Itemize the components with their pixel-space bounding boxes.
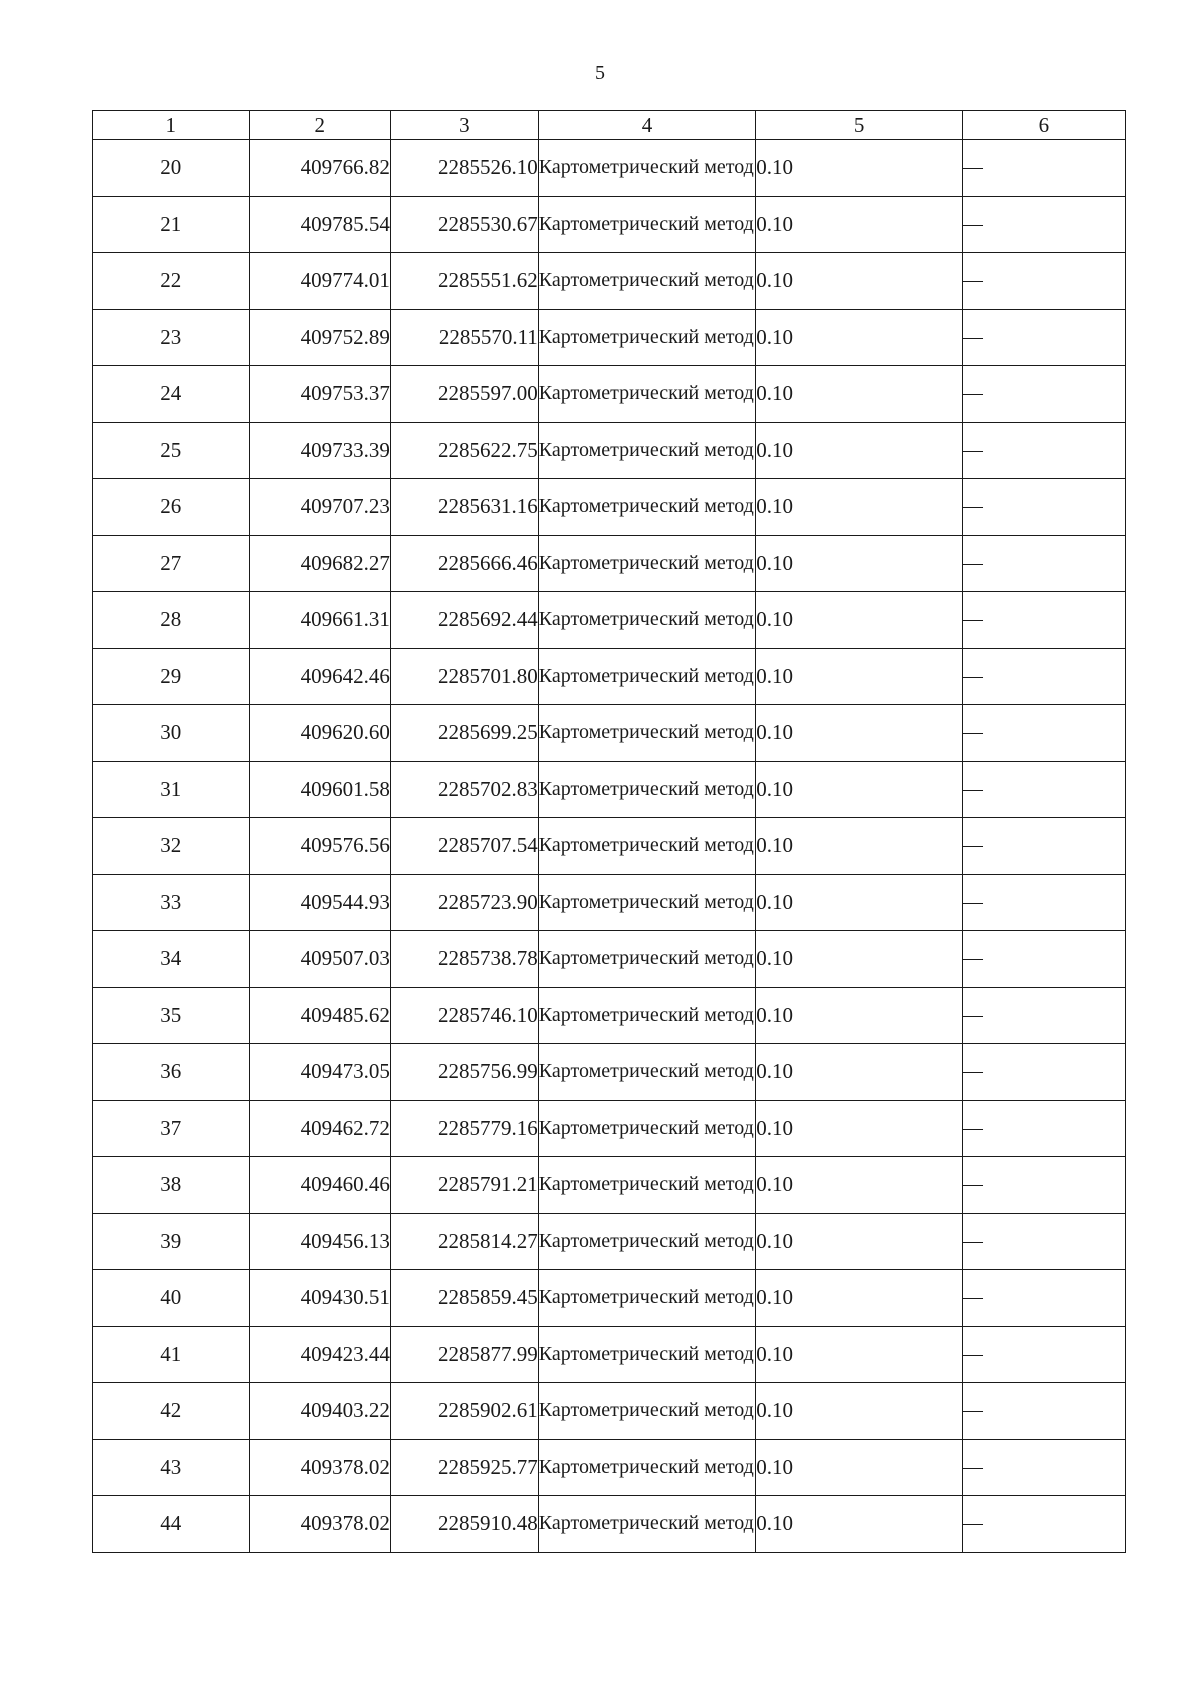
table-row xyxy=(93,196,1126,253)
y-coordinate-cell: 2285910.48 xyxy=(390,1496,538,1553)
accuracy-cell: 0.10 xyxy=(756,874,963,931)
accuracy-cell: 0.10 xyxy=(756,309,963,366)
y-coordinate-cell: 2285723.90 xyxy=(390,874,538,931)
note-cell: — xyxy=(962,253,1125,310)
table-row xyxy=(93,253,1126,310)
note-cell: — xyxy=(962,761,1125,818)
x-coordinate-cell: 409707.23 xyxy=(249,479,390,536)
y-coordinate-cell: 2285702.83 xyxy=(390,761,538,818)
accuracy-cell: 0.10 xyxy=(756,196,963,253)
table-row xyxy=(93,1100,1126,1157)
note-cell: — xyxy=(962,931,1125,988)
method-cell: Картометрический метод xyxy=(538,987,755,1044)
point-number-cell: 37 xyxy=(93,1100,250,1157)
point-number-cell: 25 xyxy=(93,422,250,479)
point-number-cell: 27 xyxy=(93,535,250,592)
note-cell: — xyxy=(962,987,1125,1044)
note-cell: — xyxy=(962,1439,1125,1496)
y-coordinate-cell: 2285530.67 xyxy=(390,196,538,253)
x-coordinate-cell: 409430.51 xyxy=(249,1270,390,1327)
table-row xyxy=(93,1044,1126,1101)
method-cell: Картометрический метод xyxy=(538,1439,755,1496)
y-coordinate-cell: 2285925.77 xyxy=(390,1439,538,1496)
note-cell: — xyxy=(962,1213,1125,1270)
accuracy-cell: 0.10 xyxy=(756,1213,963,1270)
method-cell: Картометрический метод xyxy=(538,309,755,366)
point-number-cell: 30 xyxy=(93,705,250,762)
note-cell: — xyxy=(962,1157,1125,1214)
accuracy-cell: 0.10 xyxy=(756,931,963,988)
accuracy-cell: 0.10 xyxy=(756,592,963,649)
accuracy-cell: 0.10 xyxy=(756,1439,963,1496)
point-number-cell: 41 xyxy=(93,1326,250,1383)
point-number-cell: 43 xyxy=(93,1439,250,1496)
table-row xyxy=(93,1326,1126,1383)
accuracy-cell: 0.10 xyxy=(756,1270,963,1327)
point-number-cell: 42 xyxy=(93,1383,250,1440)
point-number-cell: 33 xyxy=(93,874,250,931)
point-number-cell: 24 xyxy=(93,366,250,423)
point-number-cell: 20 xyxy=(93,140,250,197)
method-cell: Картометрический метод xyxy=(538,1157,755,1214)
accuracy-cell: 0.10 xyxy=(756,366,963,423)
coordinates-table xyxy=(92,110,1126,1553)
method-cell: Картометрический метод xyxy=(538,1270,755,1327)
x-coordinate-cell: 409733.39 xyxy=(249,422,390,479)
table-row xyxy=(93,1439,1126,1496)
note-cell: — xyxy=(962,1383,1125,1440)
y-coordinate-cell: 2285699.25 xyxy=(390,705,538,762)
point-number-cell: 26 xyxy=(93,479,250,536)
point-number-cell: 21 xyxy=(93,196,250,253)
accuracy-cell: 0.10 xyxy=(756,648,963,705)
x-coordinate-cell: 409423.44 xyxy=(249,1326,390,1383)
method-cell: Картометрический метод xyxy=(538,1326,755,1383)
y-coordinate-cell: 2285551.62 xyxy=(390,253,538,310)
x-coordinate-cell: 409753.37 xyxy=(249,366,390,423)
y-coordinate-cell: 2285701.80 xyxy=(390,648,538,705)
note-cell: — xyxy=(962,1044,1125,1101)
x-coordinate-cell: 409601.58 xyxy=(249,761,390,818)
y-coordinate-cell: 2285707.54 xyxy=(390,818,538,875)
method-cell: Картометрический метод xyxy=(538,196,755,253)
x-coordinate-cell: 409507.03 xyxy=(249,931,390,988)
x-coordinate-cell: 409473.05 xyxy=(249,1044,390,1101)
x-coordinate-cell: 409485.62 xyxy=(249,987,390,1044)
note-cell: — xyxy=(962,422,1125,479)
header-col-4: 4 xyxy=(538,111,755,140)
y-coordinate-cell: 2285877.99 xyxy=(390,1326,538,1383)
table-row xyxy=(93,987,1126,1044)
note-cell: — xyxy=(962,705,1125,762)
x-coordinate-cell: 409766.82 xyxy=(249,140,390,197)
accuracy-cell: 0.10 xyxy=(756,140,963,197)
note-cell: — xyxy=(962,1100,1125,1157)
note-cell: — xyxy=(962,1270,1125,1327)
method-cell: Картометрический метод xyxy=(538,592,755,649)
note-cell: — xyxy=(962,309,1125,366)
table-row xyxy=(93,1157,1126,1214)
note-cell: — xyxy=(962,140,1125,197)
method-cell: Картометрический метод xyxy=(538,874,755,931)
y-coordinate-cell: 2285814.27 xyxy=(390,1213,538,1270)
point-number-cell: 29 xyxy=(93,648,250,705)
method-cell: Картометрический метод xyxy=(538,1496,755,1553)
y-coordinate-cell: 2285526.10 xyxy=(390,140,538,197)
x-coordinate-cell: 409661.31 xyxy=(249,592,390,649)
page-number: 5 xyxy=(595,62,605,84)
table-row xyxy=(93,761,1126,818)
point-number-cell: 39 xyxy=(93,1213,250,1270)
note-cell: — xyxy=(962,479,1125,536)
accuracy-cell: 0.10 xyxy=(756,1044,963,1101)
y-coordinate-cell: 2285902.61 xyxy=(390,1383,538,1440)
table-row xyxy=(93,366,1126,423)
point-number-cell: 34 xyxy=(93,931,250,988)
note-cell: — xyxy=(962,874,1125,931)
header-col-2: 2 xyxy=(249,111,390,140)
point-number-cell: 28 xyxy=(93,592,250,649)
method-cell: Картометрический метод xyxy=(538,761,755,818)
method-cell: Картометрический метод xyxy=(538,479,755,536)
point-number-cell: 23 xyxy=(93,309,250,366)
y-coordinate-cell: 2285779.16 xyxy=(390,1100,538,1157)
y-coordinate-cell: 2285570.11 xyxy=(390,309,538,366)
x-coordinate-cell: 409378.02 xyxy=(249,1439,390,1496)
method-cell: Картометрический метод xyxy=(538,648,755,705)
x-coordinate-cell: 409460.46 xyxy=(249,1157,390,1214)
x-coordinate-cell: 409774.01 xyxy=(249,253,390,310)
note-cell: — xyxy=(962,196,1125,253)
table-row xyxy=(93,931,1126,988)
table-row xyxy=(93,818,1126,875)
table-row xyxy=(93,479,1126,536)
accuracy-cell: 0.10 xyxy=(756,1326,963,1383)
table-body xyxy=(93,140,1126,1553)
method-cell: Картометрический метод xyxy=(538,705,755,762)
table-header xyxy=(93,111,1126,140)
note-cell: — xyxy=(962,535,1125,592)
method-cell: Картометрический метод xyxy=(538,1383,755,1440)
table-row xyxy=(93,705,1126,762)
x-coordinate-cell: 409378.02 xyxy=(249,1496,390,1553)
method-cell: Картометрический метод xyxy=(538,1044,755,1101)
accuracy-cell: 0.10 xyxy=(756,1496,963,1553)
accuracy-cell: 0.10 xyxy=(756,535,963,592)
x-coordinate-cell: 409462.72 xyxy=(249,1100,390,1157)
point-number-cell: 35 xyxy=(93,987,250,1044)
accuracy-cell: 0.10 xyxy=(756,422,963,479)
method-cell: Картометрический метод xyxy=(538,1213,755,1270)
y-coordinate-cell: 2285622.75 xyxy=(390,422,538,479)
point-number-cell: 38 xyxy=(93,1157,250,1214)
x-coordinate-cell: 409456.13 xyxy=(249,1213,390,1270)
y-coordinate-cell: 2285666.46 xyxy=(390,535,538,592)
note-cell: — xyxy=(962,1326,1125,1383)
x-coordinate-cell: 409403.22 xyxy=(249,1383,390,1440)
x-coordinate-cell: 409576.56 xyxy=(249,818,390,875)
note-cell: — xyxy=(962,818,1125,875)
note-cell: — xyxy=(962,366,1125,423)
point-number-cell: 31 xyxy=(93,761,250,818)
method-cell: Картометрический метод xyxy=(538,535,755,592)
method-cell: Картометрический метод xyxy=(538,818,755,875)
note-cell: — xyxy=(962,648,1125,705)
x-coordinate-cell: 409785.54 xyxy=(249,196,390,253)
accuracy-cell: 0.10 xyxy=(756,987,963,1044)
table-row xyxy=(93,309,1126,366)
header-col-1: 1 xyxy=(93,111,250,140)
x-coordinate-cell: 409642.46 xyxy=(249,648,390,705)
y-coordinate-cell: 2285631.16 xyxy=(390,479,538,536)
table-row xyxy=(93,592,1126,649)
table-row xyxy=(93,874,1126,931)
table-row xyxy=(93,1213,1126,1270)
table-row xyxy=(93,535,1126,592)
accuracy-cell: 0.10 xyxy=(756,818,963,875)
method-cell: Картометрический метод xyxy=(538,931,755,988)
note-cell: — xyxy=(962,592,1125,649)
y-coordinate-cell: 2285791.21 xyxy=(390,1157,538,1214)
table-row xyxy=(93,1270,1126,1327)
method-cell: Картометрический метод xyxy=(538,140,755,197)
accuracy-cell: 0.10 xyxy=(756,1383,963,1440)
y-coordinate-cell: 2285859.45 xyxy=(390,1270,538,1327)
x-coordinate-cell: 409544.93 xyxy=(249,874,390,931)
table-row xyxy=(93,648,1126,705)
y-coordinate-cell: 2285746.10 xyxy=(390,987,538,1044)
x-coordinate-cell: 409752.89 xyxy=(249,309,390,366)
point-number-cell: 36 xyxy=(93,1044,250,1101)
point-number-cell: 44 xyxy=(93,1496,250,1553)
accuracy-cell: 0.10 xyxy=(756,1157,963,1214)
accuracy-cell: 0.10 xyxy=(756,705,963,762)
method-cell: Картометрический метод xyxy=(538,366,755,423)
header-row xyxy=(93,111,1126,140)
point-number-cell: 22 xyxy=(93,253,250,310)
y-coordinate-cell: 2285756.99 xyxy=(390,1044,538,1101)
y-coordinate-cell: 2285597.00 xyxy=(390,366,538,423)
table-row xyxy=(93,1496,1126,1553)
point-number-cell: 40 xyxy=(93,1270,250,1327)
header-col-6: 6 xyxy=(962,111,1125,140)
table-row xyxy=(93,1383,1126,1440)
x-coordinate-cell: 409682.27 xyxy=(249,535,390,592)
accuracy-cell: 0.10 xyxy=(756,761,963,818)
note-cell: — xyxy=(962,1496,1125,1553)
y-coordinate-cell: 2285692.44 xyxy=(390,592,538,649)
header-col-5: 5 xyxy=(756,111,963,140)
accuracy-cell: 0.10 xyxy=(756,253,963,310)
x-coordinate-cell: 409620.60 xyxy=(249,705,390,762)
y-coordinate-cell: 2285738.78 xyxy=(390,931,538,988)
method-cell: Картометрический метод xyxy=(538,253,755,310)
table-row xyxy=(93,422,1126,479)
method-cell: Картометрический метод xyxy=(538,422,755,479)
accuracy-cell: 0.10 xyxy=(756,479,963,536)
method-cell: Картометрический метод xyxy=(538,1100,755,1157)
header-col-3: 3 xyxy=(390,111,538,140)
accuracy-cell: 0.10 xyxy=(756,1100,963,1157)
table-row xyxy=(93,140,1126,197)
point-number-cell: 32 xyxy=(93,818,250,875)
